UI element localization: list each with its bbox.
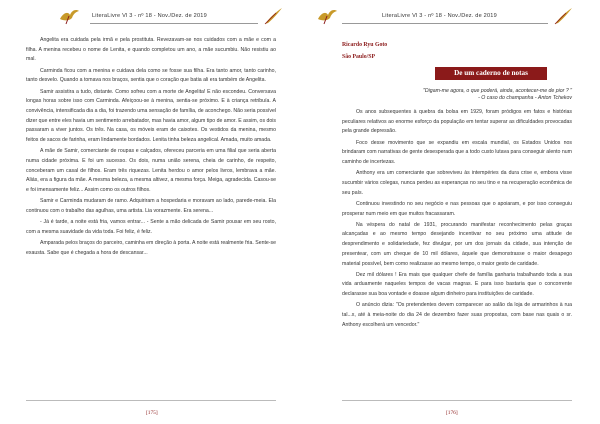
right-page	[300, 0, 600, 424]
paragraph: Foco desse movimento que se expandiu em escala mundial, os Estados Unidos nos brindaram com narrativas de gente desesperada que a todo custo lutava para conseguir alento num caminho de incertezas.	[342, 139, 572, 166]
paragraph: Os anos subsequentes à quebra da bolsa em 1929, foram pródigos em fatos e histórias peculiares relativos ao enorme esforço da população em tentar superar as dificuldades provocadas pela grande depressão.	[342, 109, 572, 135]
page-number: [176]	[446, 410, 458, 416]
paragraph: Dez mil dólares ! Era mais que qualquer chefe de família ganharia trabalhando toda a sua vida arduamente naqueles tempos de vacas magras. E para isso bastaria que o concorrente declarasse sua boa vontade e doasse algum dinheiro para instituições de caridade.	[342, 271, 572, 298]
paragraph: Continuou investindo no seu negócio e nas pessoas que o apoiaram, e por isso conseguiu prosperar num meio em que muitos fracassaram.	[342, 200, 572, 217]
paragraph: - Já é tarde, a noite está fria, vamos entrar... - Sente a mão delicada de Samir pousar em seu rosto, com a mesma suavidade da vida toda. Foi feliz, é feliz.	[26, 219, 276, 235]
author-name: Ricardo Ryu Goto	[342, 42, 388, 48]
paragraph: Amparada pelos braços do parceiro, caminha em direção à porta. A noite está realmente fria. Sente-se exausta. Sabe que é chegada a hora de descansar...	[26, 240, 276, 256]
quill-emblem-icon	[552, 7, 574, 25]
right-page-body	[342, 108, 572, 332]
right-page-header	[300, 5, 600, 27]
paragraph: Samir e Carminda mudaram de ramo. Adquiriram a hospedaria e moravam ao lado, parede-meia. Ela continuou com o trabalho das agulhas, uma artista. Lia vorazmente. Era serena...	[26, 198, 276, 214]
left-page-body	[26, 36, 276, 260]
bird-emblem-icon	[58, 7, 80, 25]
paragraph: Carminda ficou com a menina e cuidava dela como se fosse sua filha. Era tanto amor, tanto carinho, tanto desvelo. Quando a tomava nos braços, sentia que o coração que batia ali era também de Angelita.	[26, 67, 276, 84]
paragraph: Angelita era cuidada pela irmã e pela prostituta. Revezavam-se nos cuidados com a mãe e com a filha. A menina recebeu o nome de Lenita, e quando completou um ano, a mãe sucumbiu. Não resistiu ao mal.	[26, 37, 276, 63]
paragraph: A mãe de Samir, comerciante de roupas e calçados, ofereceu parceria em uma filial que seria aberta numa cidade próxima. E foi um sucesso. Os dois, numa união serena, cheia de carinho, de respeito, conceberam um casal de filhos. Eram três riquezas. Lenita herdou o amor pelos livros, lembrava a mãe. Aliás, era a figura da mãe. A mesma beleza, a mesma altivez, a mesma força. Meiga, agradecida. Casou-se e foi imensamente feliz... Assim como os outros filhos.	[26, 148, 276, 194]
bird-emblem-icon	[316, 7, 338, 25]
paragraph: Samir assistira a tudo, distante. Como sofreu com a morte de Angelita! E não escondeu. Conversava longas horas sobre isso com Carminda. Afeiçoou-se à menina, sentia-se próximo. E à criança retribuía. A convivência, intensificada dia a dia, foi trazendo uma sensação de família, de aconchego. Não seria possível dizer que entre eles havia um sentimento arrebatador, mas havia amor, algum tipo de amor. E assim, os dois passaram a viver juntos. Os três. Na casa, os móveis eram de caixotes. Os vestidos da menina, mesmo feitos de sacos de farinha, eram lindamente bordados. Lenita tinha beleza angelical. Amada, muito amada.	[26, 88, 277, 144]
header-rule	[342, 23, 548, 24]
footer-rule	[26, 400, 276, 401]
journal-header-text: LiteraLivre Vl 3 - nº 18 - Nov./Dez. de 2019	[92, 13, 207, 19]
paragraph: Na véspera do natal de 1931, procurando manifestar reconhecimento pelas graças alcançadas e ao mesmo tempo desejando incentivar no seu próximo uma atitude de desprendimento e solidariedade, fez divulgar, por um dos jornais da cidade, sua intenção de presentear, com um cheque de 10 mil dólares, àquele que demonstrasse o maior desapego material possível, bem como realizasse ao mesmo tempo, o maior gesto de caridade.	[342, 221, 572, 267]
paragraph: O anúncio dizia: "Os pretendentes devem comparecer ao salão da loja de armarinhos à rua tal...x, até à meia-noite do dia 24 de dezembro fazer suas propostas, com base nas quais o sr. Anthony escolherá um vencedor."	[342, 302, 572, 328]
page-number: [175]	[146, 410, 158, 416]
left-page-header	[0, 5, 300, 27]
paragraph: Anthony era um comerciante que sobreviveu às intempéries da dura crise e, embora visse sucumbir vários colegas, nunca perdeu as esperanças no seu tino e na recuperação econômica de seu país.	[342, 170, 572, 196]
journal-header-text: LiteraLivre Vl 3 - nº 18 - Nov./Dez. de 2019	[382, 13, 497, 19]
author-location: São Paulo/SP	[342, 54, 376, 60]
story-title: De um caderno de notas	[435, 67, 547, 80]
footer-rule	[342, 400, 572, 401]
header-rule	[90, 23, 258, 24]
quill-emblem-icon	[262, 7, 284, 25]
epigraph: "Digam-me agora, o que poderá, ainda, acontecer-me de pior ? " - O caso do champanha - Anton Tchekov	[423, 88, 572, 102]
